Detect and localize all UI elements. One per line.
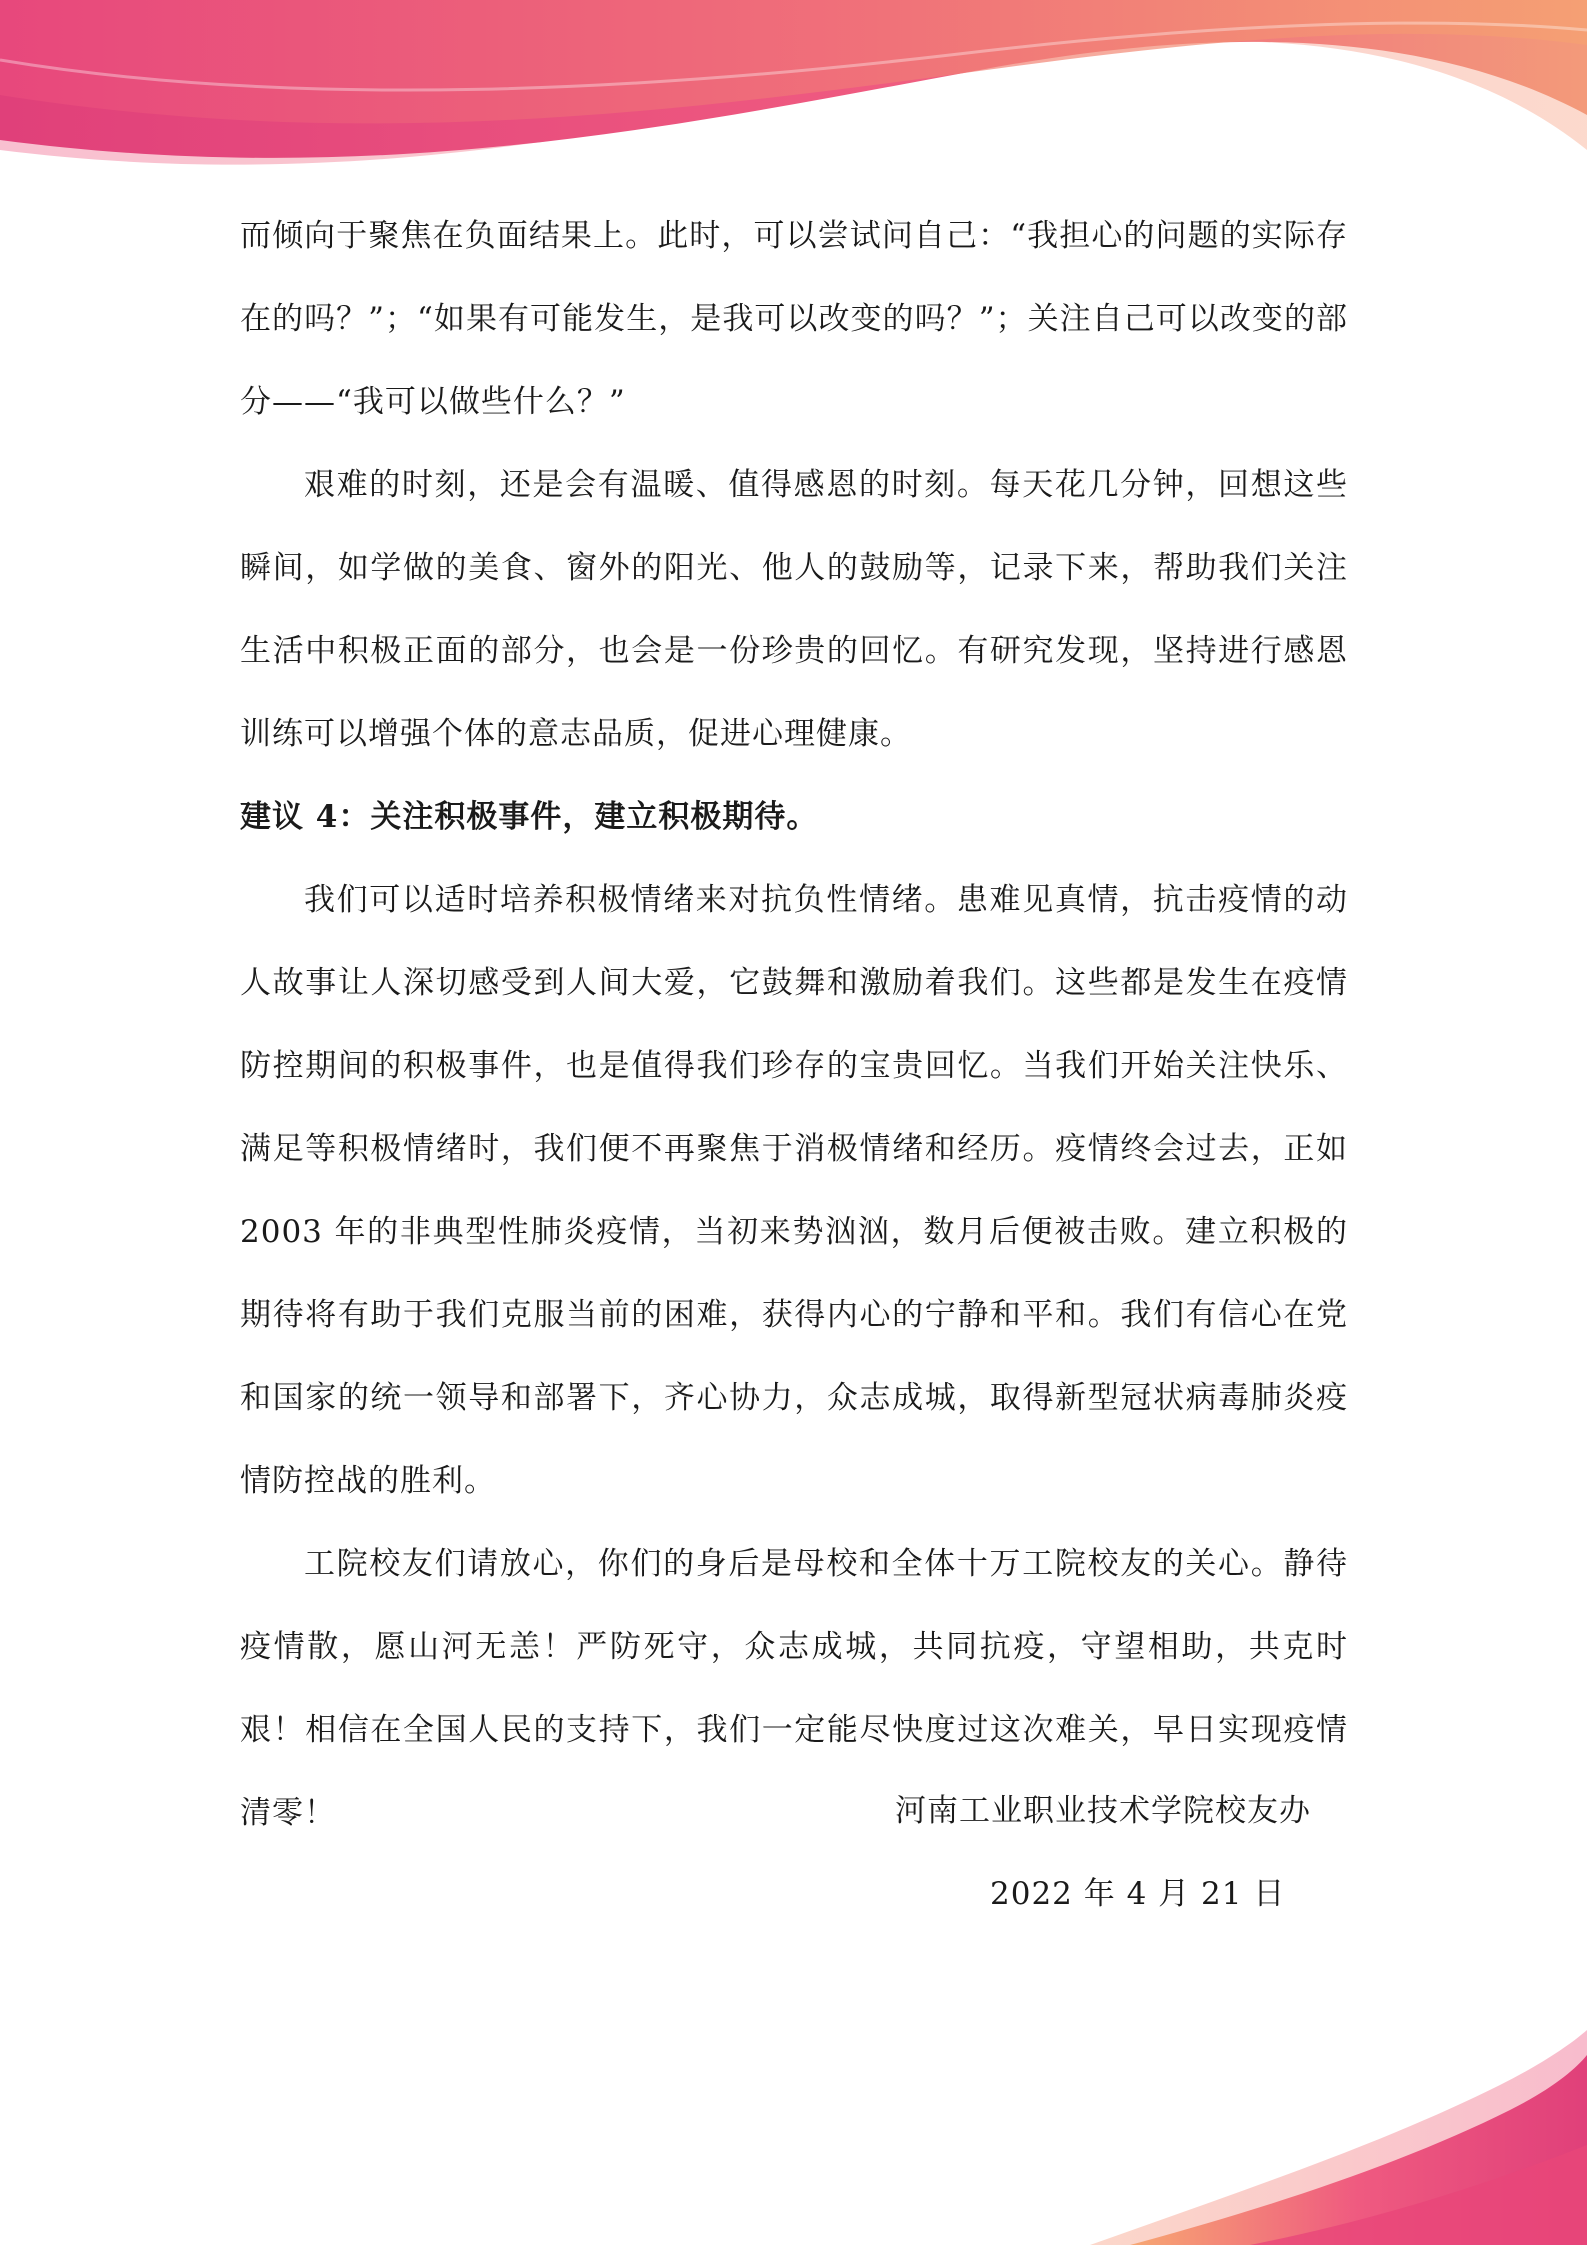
letter-body — [240, 195, 1348, 1855]
signature-date: 2022 年 4 月 21 日 — [990, 1876, 1286, 1912]
paragraph-3: 我们可以适时培养积极情绪来对抗负性情绪。患难见真情，抗击疫情的动人故事让人深切感受到人间大爱，它鼓舞和激励着我们。这些都是发生在疫情防控期间的积极事件，也是值得我们珍存的宝贵回忆。当我们开始关注快乐、满足等积极情绪时，我们便不再聚焦于消极情绪和经历。疫情终会过去，正如 2003 年的非典型性肺炎疫情，当初来势汹汹，数月后便被击败。建立积极的期待将有助于我们克服当前的困难，获得内心的宁静和平和。我们有信心在党和国家的统一领导和部署下，齐心协力，众志成城，取得新型冠状病毒肺炎疫情防控战的胜利。 — [240, 882, 1348, 1499]
paragraph-4: 工院校友们请放心，你们的身后是母校和全体十万工院校友的关心。静待疫情散，愿山河无恙！严防死守，众志成城，共同抗疫，守望相助，共克时艰！相信在全国人民的支持下，我们一定能尽快度过这次难关，早日实现疫情清零！ — [240, 1546, 1348, 1831]
section-heading-4: 建议 4：关注积极事件，建立积极期待。 — [240, 799, 819, 835]
bottom-decorative-wave — [0, 2025, 1587, 2245]
signature-organization: 河南工业职业技术学院校友办 — [895, 1793, 1311, 1829]
paragraph-1: 而倾向于聚焦在负面结果上。此时，可以尝试问自己：“我担心的问题的实际存在的吗？”；“如果有可能发生，是我可以改变的吗？”；关注自己可以改变的部分——“我可以做些什么？” — [240, 218, 1348, 420]
paragraph-2: 艰难的时刻，还是会有温暖、值得感恩的时刻。每天花几分钟，回想这些瞬间，如学做的美食、窗外的阳光、他人的鼓励等，记录下来，帮助我们关注生活中积极正面的部分，也会是一份珍贵的回忆。有研究发现，坚持进行感恩训练可以增强个体的意志品质，促进心理健康。 — [240, 467, 1348, 752]
top-decorative-wave — [0, 0, 1587, 210]
